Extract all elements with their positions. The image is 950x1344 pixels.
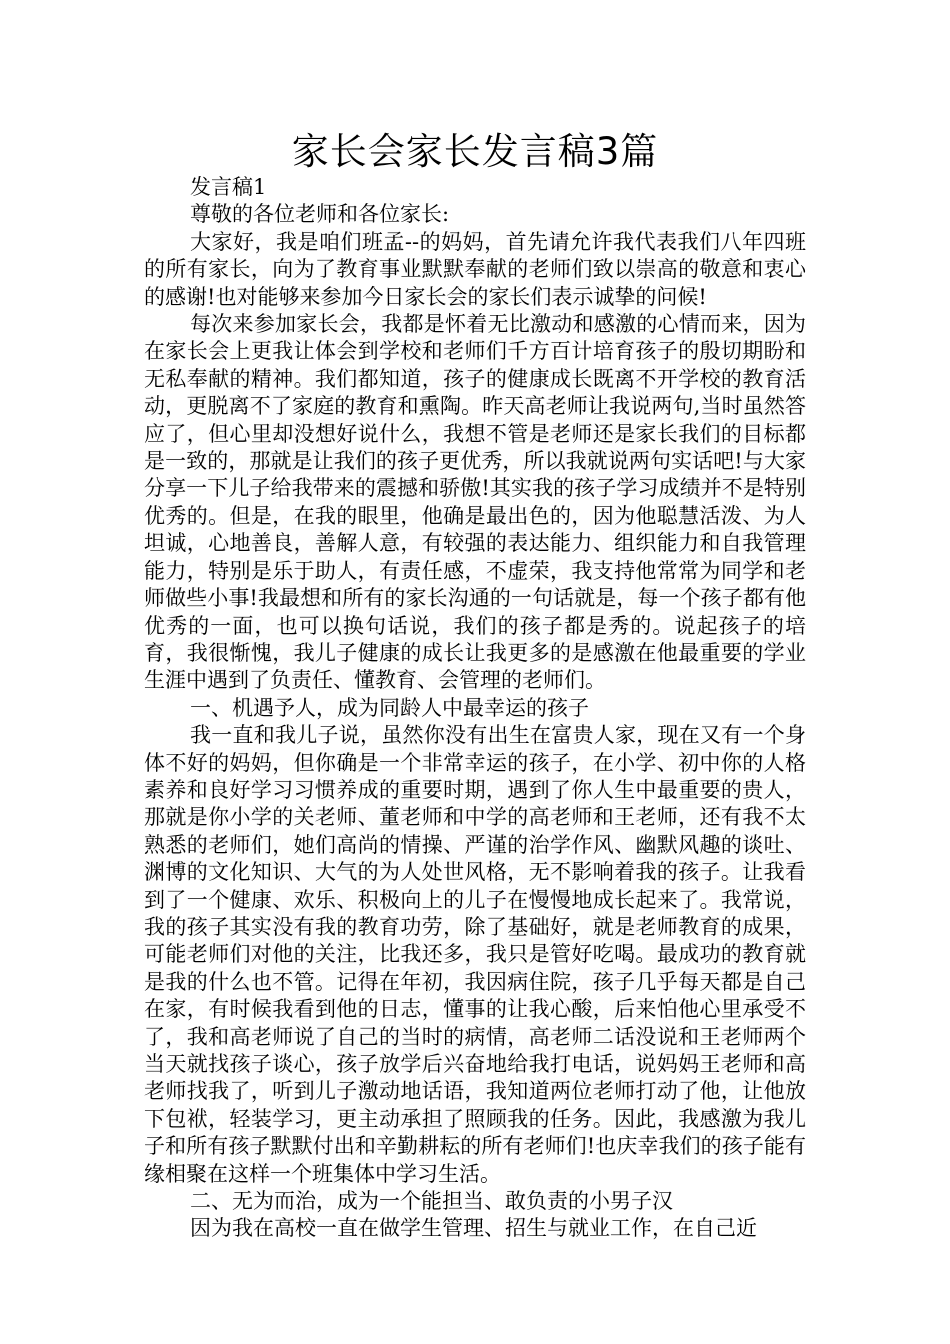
speech-label: 发言稿1 [190, 175, 267, 199]
paragraph-section-2: 因为我在高校一直在做学生管理、招生与就业工作，在自己近 [190, 1216, 757, 1241]
paragraph-main: 每次来参加家长会，我都是怀着无比激动和感激的心情而来，因为在家长会上更我让体会到学校和老师们千方百计培育孩子的殷切期盼和无私奉献的精神。我们都知道，孩子的健康成长既离不开学校的教育活动，更脱离不了家庭的教育和熏陶。昨天高老师让我说两句,当时虽然答应了，但心里却没想好说什么，我想不管是老师还是家长我们的目标都是一致的，那就是让我们的孩子更优秀，所以我就说两句实话吧!与大家分享一下儿子给我带来的震撼和骄傲!其实我的孩子学习成绩并不是特别优秀的。但是，在我的眼里，他确是最出色的，因为他聪慧活泼、为人坦诚，心地善良，善解人意，有较强的表达能力、组织能力和自我管理能力，特别是乐于助人，有责任感，不虚荣，我支持他常常为同学和老师做些小事!我最想和所有的家长沟通的一句话就是，每一个孩子都有他优秀的一面，也可以换句话说，我们的孩子都是秀的。说起孩子的培育，我很惭愧，我儿子健康的成长让我更多的是感激在他最重要的学业生涯中遇到了负责任、懂教育、会管理的老师们。 [144, 312, 806, 693]
document-title: 家长会家长发言稿3篇 [291, 130, 659, 173]
paragraph-section-1: 我一直和我儿子说，虽然你没有出生在富贵人家，现在又有一个身体不好的妈妈，但你确是一个非常幸运的孩子，在小学、初中你的人格素养和良好学习习惯养成的重要时期，遇到了你人生中最重要的贵人，那就是你小学的关老师、董老师和中学的高老师和王老师，还有我不太熟悉的老师们，她们高尚的情操、严谨的治学作风、幽默风趣的谈吐、渊博的文化知识、大气的为人处世风格，无不影响着我的孩子。让我看到了一个健康、欢乐、积极向上的儿子在慢慢地成长起来了。我常说，我的孩子其实没有我的教育功劳，除了基础好，就是老师教育的成果，可能老师们对他的关注，比我还多，我只是管好吃喝。最成功的教育就是我的什么也不管。记得在年初，我因病住院，孩子几乎每天都是自己在家，有时候我看到他的日志，懂事的让我心酸，后来怕他心里承受不了，我和高老师说了自己的当时的病情，高老师二话没说和王老师两个当天就找孩子谈心，孩子放学后兴奋地给我打电话，说妈妈王老师和高老师找我了，听到儿子激动地话语，我知道两位老师打动了他，让他放下包袱，轻装学习，更主动承担了照顾我的任务。因此，我感激为我儿子和所有孩子默默付出和辛勤耕耘的所有老师们!也庆幸我们的孩子能有缘相聚在这样一个班集体中学习生活。 [144, 723, 806, 1186]
section-heading-2: 二、无为而治，成为一个能担当、敢负责的小男子汉 [190, 1189, 673, 1214]
document-body [144, 174, 806, 1243]
paragraph-greeting: 大家好，我是咱们班孟--的妈妈，首先请允许我代表我们八年四班的所有家长，向为了教育事业默默奉献的老师们致以崇高的敬意和衷心的感谢!也对能够来参加今日家长会的家长们表示诚挚的问候! [144, 229, 806, 309]
section-heading-1: 一、机遇予人，成为同龄人中最幸运的孩子 [190, 695, 589, 720]
salutation: 尊敬的各位老师和各位家长: [190, 202, 450, 227]
